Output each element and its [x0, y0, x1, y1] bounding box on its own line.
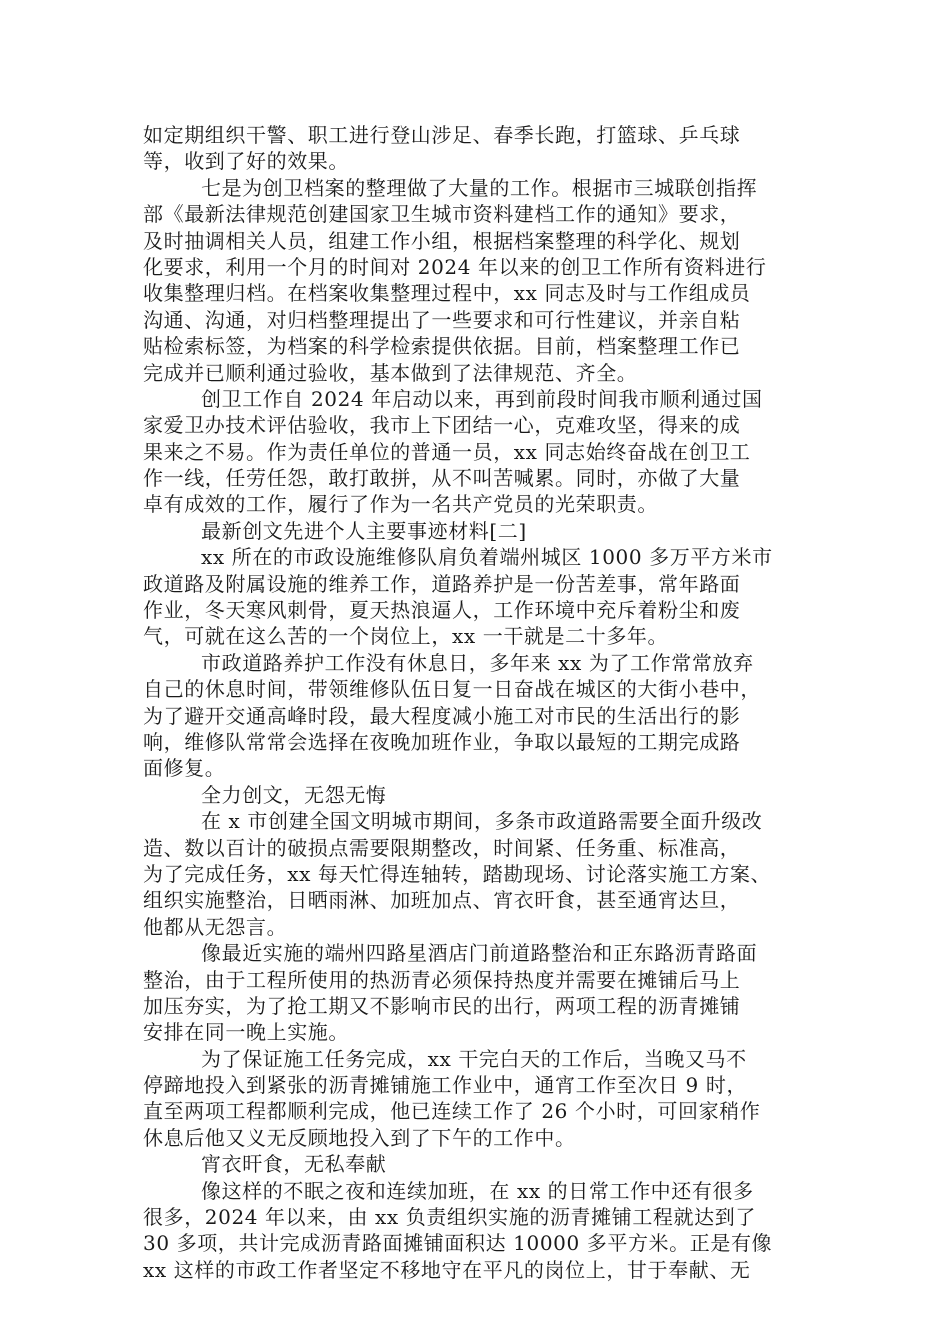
text-line: 休息后他又义无反顾地投入到了下午的工作中。: [143, 1125, 576, 1150]
paragraph: [143, 1151, 811, 1177]
text-line: 停蹄地投入到紧张的沥青摊铺施工作业中，通宵工作至次日 9 时，: [143, 1073, 748, 1098]
text-line: 部《最新法律规范创建国家卫生城市资料建档工作的通知》要求，: [143, 202, 741, 227]
paragraph: [143, 1046, 811, 1152]
text-line: 如定期组织干警、职工进行登山涉足、春季长跑，打篮球、乒乓球: [143, 123, 741, 147]
text-line: 像这样的不眠之夜和连续加班，在 xx 的日常工作中还有很多: [201, 1178, 754, 1203]
text-line: 卓有成效的工作，履行了作为一名共产党员的光荣职责。: [143, 492, 658, 517]
text-line: 作业，冬天寒风刺骨，夏天热浪逼人，工作环境中充斥着粉尘和废: [143, 598, 741, 623]
text-line: 沟通、沟通，对归档整理提出了一些要求和可行性建议，并亲自粘: [143, 307, 741, 332]
text-line: 宵衣旰食，无私奉献: [201, 1152, 387, 1177]
text-line: xx 所在的市政设施维修队肩负着端州城区 1000 多万平方米市: [201, 545, 773, 570]
text-line: 像最近实施的端州四路星酒店门前道路整治和正东路沥青路面: [201, 941, 758, 966]
paragraph: [143, 518, 811, 544]
paragraph: [143, 175, 811, 386]
paragraph: [143, 544, 811, 650]
paragraph: [143, 386, 811, 518]
text-line: 最新创文先进个人主要事迹材料[二]: [201, 518, 527, 543]
text-line: 等，收到了好的效果。: [143, 149, 349, 174]
text-line: 为了完成任务，xx 每天忙得连轴转，踏勘现场、讨论落实施工方案、: [143, 861, 772, 886]
text-line: xx 这样的市政工作者坚定不移地守在平凡的岗位上，甘于奉献、无: [143, 1257, 751, 1282]
text-line: 化要求，利用一个月的时间对 2024 年以来的创卫工作所有资料进行: [143, 254, 767, 279]
text-line: 30 多项，共计完成沥青路面摊铺面积达 10000 多平方米。正是有像: [143, 1231, 773, 1256]
text-line: 造、数以百计的破损点需要限期整改，时间紧、任务重、标准高，: [143, 835, 741, 860]
text-line: 在 x 市创建全国文明城市期间，多条市政道路需要全面升级改: [201, 809, 763, 834]
text-line: 响，维修队常常会选择在夜晚加班作业，争取以最短的工期完成路: [143, 729, 741, 754]
text-line: 他都从无怨言。: [143, 914, 288, 939]
paragraph: [143, 650, 811, 782]
text-line: 很多，2024 年以来，由 xx 负责组织实施的沥青摊铺工程就达到了: [143, 1205, 756, 1230]
text-line: 政道路及附属设施的维养工作，道路养护是一份苦差事，常年路面: [143, 571, 741, 596]
paragraph: [143, 1178, 811, 1284]
text-line: 完成并已顺利通过验收，基本做到了法律规范、齐全。: [143, 360, 638, 385]
text-line: 气，可就在这么苦的一个岗位上，xx 一干就是二十多年。: [143, 624, 669, 649]
text-line: 加压夯实，为了抢工期又不影响市民的出行，两项工程的沥青摊铺: [143, 993, 741, 1018]
text-line: 全力创文，无怨无悔: [201, 782, 387, 807]
text-line: 为了保证施工任务完成，xx 干完白天的工作后，当晚又马不: [201, 1046, 747, 1071]
document-body: [143, 122, 811, 1283]
paragraph: [143, 122, 811, 175]
text-line: 直至两项工程都顺利完成，他已连续工作了 26 个小时，可回家稍作: [143, 1099, 761, 1124]
paragraph: [143, 940, 811, 1046]
text-line: 作一线，任劳任怨，敢打敢拼，从不叫苦喊累。同时，亦做了大量: [143, 466, 741, 491]
text-line: 为了避开交通高峰时段，最大程度减小施工对市民的生活出行的影: [143, 703, 741, 728]
text-line: 果来之不易。作为责任单位的普通一员，xx 同志始终奋战在创卫工: [143, 439, 751, 464]
text-line: 收集整理归档。在档案收集整理过程中，xx 同志及时与工作组成员: [143, 281, 751, 306]
paragraph: [143, 782, 811, 808]
text-line: 组织实施整治，日晒雨淋、加班加点、宵衣旰食，甚至通宵达旦，: [143, 888, 741, 913]
text-line: 七是为创卫档案的整理做了大量的工作。根据市三城联创指挥: [201, 175, 758, 200]
text-line: 整治，由于工程所使用的热沥青必须保持热度并需要在摊铺后马上: [143, 967, 741, 992]
text-line: 安排在同一晚上实施。: [143, 1020, 349, 1045]
text-line: 创卫工作自 2024 年启动以来，再到前段时间我市顺利通过国: [201, 386, 763, 411]
text-line: 家爱卫办技术评估验收，我市上下团结一心，克难攻坚，得来的成: [143, 413, 741, 438]
text-line: 及时抽调相关人员，组建工作小组，根据档案整理的科学化、规划: [143, 228, 741, 253]
text-line: 市政道路养护工作没有休息日，多年来 xx 为了工作常常放弃: [201, 650, 754, 675]
text-line: 自己的休息时间，带领维修队伍日复一日奋战在城区的大街小巷中，: [143, 677, 761, 702]
text-line: 面修复。: [143, 756, 226, 781]
text-line: 贴检索标签，为档案的科学检索提供依据。目前，档案整理工作已: [143, 334, 741, 359]
paragraph: [143, 808, 811, 940]
